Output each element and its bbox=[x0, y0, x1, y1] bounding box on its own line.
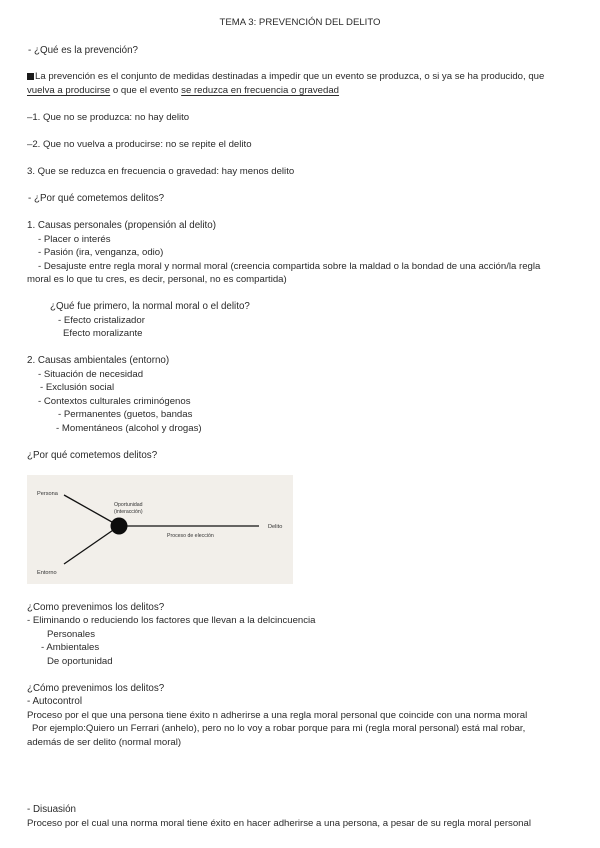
factor-ambientales: - Ambientales bbox=[41, 642, 100, 653]
ambiental-item-contextos: - Contextos culturales criminógenos bbox=[38, 396, 191, 407]
label-interaccion: (interacción) bbox=[114, 509, 143, 515]
factor-personales: Personales bbox=[47, 629, 95, 640]
efecto-cristalizador: - Efecto cristalizador bbox=[58, 315, 145, 326]
autocontrol-example: Por ejemplo:Quiero un Ferrari (anhelo), pero no lo voy a robar porque para mi (regla moral personal) está mal robar, bbox=[32, 723, 526, 734]
ambiental-sub-momentaneos: - Momentáneos (alcohol y drogas) bbox=[56, 423, 202, 434]
causas-ambientales-heading: 2. Causas ambientales (entorno) bbox=[27, 355, 170, 366]
personal-item-placer: - Placer o interés bbox=[38, 234, 111, 245]
question-como-prevenimos-2: ¿Cómo prevenimos los delitos? bbox=[27, 683, 165, 694]
crime-choice-diagram bbox=[27, 475, 293, 584]
label-proceso: Proceso de elección bbox=[167, 533, 214, 539]
page-title: TEMA 3: PREVENCIÓN DEL DELITO bbox=[219, 17, 381, 28]
point-1: –1. Que no se produzca: no hay delito bbox=[27, 112, 190, 123]
definition-text: La prevención es el conjunto de medidas destinadas a impedir que un evento se produzca, o si ya se ha producido, que bbox=[35, 71, 545, 82]
causas-personales-heading: 1. Causas personales (propensión al delito) bbox=[27, 220, 216, 231]
disuasion-definition: Proceso por el cual una norma moral tiene éxito en hacer adherirse a una persona, a pesar de su regla moral personal bbox=[27, 818, 531, 829]
ambiental-item-exclusion: - Exclusión social bbox=[40, 382, 115, 393]
underlined-vuelva-producirse: vuelva a producirse bbox=[27, 85, 111, 96]
definition-line-1 bbox=[27, 71, 544, 83]
eliminando-text: - Eliminando o reduciendo los factores que llevan a la delcincuencia bbox=[27, 615, 316, 626]
autocontrol-example-cont: además de ser delito (normal moral) bbox=[27, 737, 182, 748]
ambiental-sub-permanentes: - Permanentes (guetos, bandas bbox=[58, 409, 193, 420]
personal-item-desajuste: - Desajuste entre regla moral y normal moral (creencia compartida sobre la maldad o la bondad de una acción/la regla bbox=[38, 261, 541, 272]
disuasion-heading: - Disuasión bbox=[27, 804, 77, 815]
question-por-que-delitos-2: ¿Por qué cometemos delitos? bbox=[27, 450, 158, 461]
personal-item-pasion: - Pasión (ira, venganza, odio) bbox=[38, 247, 164, 258]
point-3: 3. Que se reduzca en frecuencia o gravedad: hay menos delito bbox=[27, 166, 295, 177]
factor-oportunidad: De oportunidad bbox=[47, 656, 113, 667]
label-oportunidad: Oportunidad bbox=[114, 502, 143, 508]
label-entorno: Entorno bbox=[37, 570, 57, 576]
oportunidad-node bbox=[111, 518, 128, 535]
square-bullet-icon bbox=[27, 73, 34, 80]
personal-item-desajuste-cont: moral es lo que tu cres, es decir, personal, no es compartida) bbox=[27, 274, 287, 285]
question-que-fue-primero: ¿Qué fue primero, la normal moral o el delito? bbox=[50, 301, 250, 312]
entorno-line bbox=[64, 526, 119, 564]
underlined-reduzca-frecuencia: se reduzca en frecuencia o gravedad bbox=[181, 85, 340, 96]
point-2: –2. Que no vuelva a producirse: no se repite el delito bbox=[27, 139, 252, 150]
definition-mid-text: o que el evento bbox=[110, 85, 182, 96]
definition-line-2 bbox=[27, 85, 339, 97]
question-como-prevenimos: ¿Como prevenimos los delitos? bbox=[27, 602, 165, 613]
autocontrol-definition: Proceso por el que una persona tiene éxito n adherirse a una regla moral personal que coincide con una norma moral bbox=[27, 710, 528, 721]
label-persona: Persona bbox=[37, 491, 58, 497]
efecto-moralizante: Efecto moralizante bbox=[63, 328, 143, 339]
ambiental-item-necesidad: - Situación de necesidad bbox=[38, 369, 144, 380]
persona-line bbox=[64, 495, 119, 526]
question-que-es-prevencion: - ¿Qué es la prevención? bbox=[28, 45, 138, 56]
question-por-que-delitos: - ¿Por qué cometemos delitos? bbox=[28, 193, 165, 204]
label-delito: Delito bbox=[268, 524, 283, 530]
diagram-svg bbox=[27, 475, 293, 584]
autocontrol-heading: - Autocontrol bbox=[27, 696, 83, 707]
